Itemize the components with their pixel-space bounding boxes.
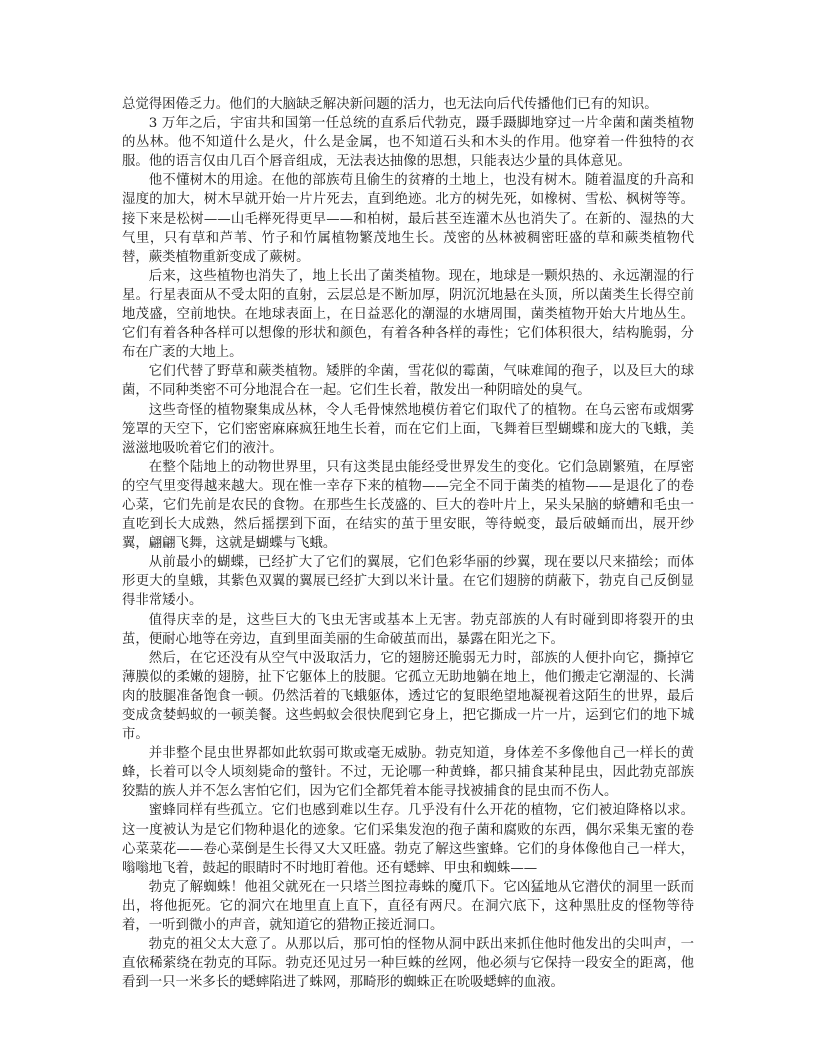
paragraph-2: 3 万年之后，宇宙共和国第一任总统的直系后代勃克，蹑手蹑脚地穿过一片伞菌和菌类植物的丛林。他不知道什么是火，什么是金属，也不知道石头和木头的作用。他穿着一件独特的衣服。他的语言仅由几百个唇音组成，无法表达抽像的思想，只能表达少量的具体意见。: [122, 116, 694, 170]
paragraph-4: 后来，这些植物也消失了，地上长出了菌类植物。现在，地球是一颗炽热的、永远潮湿的行星。行星表面从不受太阳的直射，云层总是不断加厚，阴沉沉地悬在头顶，所以菌类生长得空前地茂盛，空前地快。在地球表面上，在日益恶化的潮湿的水塘周围，菌类植物开始大片地丛生。它们有着各种各样可以想像的形状和颜色，有着各种各样的毒性；它们体积很大，结构脆弱，分布在广袤的大地上。: [122, 268, 694, 361]
paragraph-9: 值得庆幸的是，这些巨大的飞虫无害或基本上无害。勃克部族的人有时碰到即将裂开的虫茧，便耐心地等在旁边，直到里面美丽的生命破茧而出，暴露在阳光之下。: [122, 612, 694, 647]
paragraph-5: 它们代替了野草和蕨类植物。矮胖的伞菌，雪花似的霉菌，气味难闻的孢子，以及巨大的球菌，不同种类密不可分地混合在一起。它们生长着，散发出一种阴暗处的臭气。: [122, 364, 694, 399]
paragraph-6: 这些奇怪的植物聚集成丛林，令人毛骨悚然地模仿着它们取代了的植物。在乌云密布或烟雾笼罩的天空下，它们密密麻麻疯狂地生长着，而在它们上面，飞舞着巨型蝴蝶和庞大的飞蛾，美滋滋地吸吮着它们的液汁。: [122, 402, 694, 456]
paragraph-3: 他不懂树木的用途。在他的部族苟且偷生的贫瘠的土地上，也没有树木。随着温度的升高和湿度的加大，树木早就开始一片片死去，直到绝迹。北方的树先死，如橡树、雪松、枫树等等。接下来是松树——山毛榉死得更早——和柏树，最后甚至连灌木丛也消失了。在新的、湿热的大气里，只有草和芦苇、竹子和竹属植物繁茂地生长。茂密的丛林被稠密旺盛的草和蕨类植物代替，蕨类植物重新变成了蕨树。: [122, 173, 694, 265]
paragraph-13: 勃克了解蜘蛛！他祖父就死在一只塔兰图拉毒蛛的魔爪下。它凶猛地从它潜伏的洞里一跃而出，将他扼死。它的洞穴在地里直上直下，直径有两尺。在洞穴底下，这种黑肚皮的怪物等待着，一听到微小的声音，就知道它的猎物正接近洞口。: [122, 879, 694, 934]
paragraph-7: 在整个陆地上的动物世界里，只有这类昆虫能经受世界发生的变化。它们急剧繁殖，在厚密的空气里变得越来越大。现在惟一幸存下来的植物——完全不同于菌类的植物——是退化了的卷心菜，它们先前是农民的食物。在那些生长茂盛的、巨大的卷叶片上，呆头呆脑的蛴螬和毛虫一直吃到长大成熟，然后摇摆到下面，在结实的茧于里安眠，等待蜕变，最后破蛹而出，展开纱翼，翩翩飞舞，这就是蝴蝶与飞蛾。: [122, 459, 694, 552]
document-page: [122, 95, 694, 992]
paragraph-8: 从前最小的蝴蝶，已经扩大了它们的翼展，它们色彩华丽的纱翼，现在要以尺来描绘；而体形更大的皇蛾，其紫色双翼的翼展已经扩大到以米计量。在它们翅膀的荫蔽下，勃克自己反倒显得非常矮小。: [122, 555, 694, 609]
paragraph-12: 蜜蜂同样有些孤立。它们也感到难以生存。几乎没有什么开花的植物，它们被迫降格以求。这一度被认为是它们物种退化的迹象。它们采集发泡的孢子菌和腐败的东西，偶尔采集无蜜的卷心菜菜花——卷心菜倒是生长得又大又旺盛。勃克了解这些蜜蜂。它们的身体像他自己一样大，嗡嗡地飞着，鼓起的眼睛时不时地盯着他。还有蟋蟀、甲虫和蜘蛛——: [122, 803, 694, 876]
paragraph-10: 然后，在它还没有从空气中汲取活力，它的翅膀还脆弱无力时，部族的人便扑向它，撕掉它薄膜似的柔嫩的翅膀，扯下它躯体上的肢腿。它孤立无助地躺在地上，他们搬走它潮湿的、长满肉的肢腿准备饱食一顿。仍然活着的飞蛾躯体，透过它的复眼绝望地凝视着这陌生的世界，最后变成贪婪蚂蚁的一顿美餐。这些蚂蚁会很快爬到它身上，把它撕成一片一片，运到它们的地下城市。: [122, 650, 694, 743]
paragraph-11: 并非整个昆虫世界都如此软弱可欺或毫无威胁。勃克知道，身体差不多像他自己一样长的黄蜂，长着可以令人顷刻毙命的螫针。不过，无论哪一种黄蜂，都只捕食某种昆虫，因此勃克部族狡黠的族人并不怎么害怕它们，因为它们全都凭着本能寻找被捕食的昆虫而不伤人。: [122, 746, 694, 800]
paragraph-14: 勃克的祖父太大意了。从那以后，那可怕的怪物从洞中跃出来抓住他时他发出的尖叫声，一直依稀萦绕在勃克的耳际。勃克还见过另一种巨蛛的丝网，他必须与它保持一段安全的距离，他看到一只一米多长的蟋蟀陷进了蛛网，那畸形的蜘蛛正在吮吸蟋蟀的血液。: [122, 937, 694, 991]
paragraph-1: 总觉得困倦乏力。他们的大脑缺乏解决新问题的活力，也无法向后代传播他们已有的知识。: [122, 97, 658, 112]
